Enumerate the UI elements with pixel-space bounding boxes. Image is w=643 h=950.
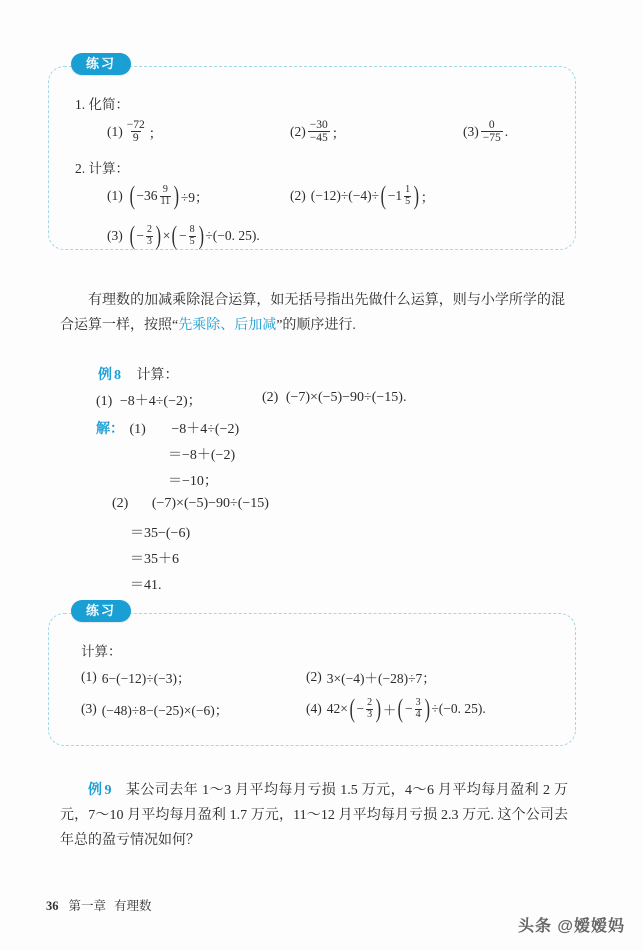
fraction [146,225,153,247]
fraction-numerator: 9 [162,184,168,195]
question-text: (−7)×(−5)−90÷(−15). [285,390,407,405]
fraction [404,185,411,207]
question-tail: ； [420,190,435,205]
paren-group [128,181,181,211]
question-tail: ； [148,126,163,141]
paren-group [170,221,205,251]
fraction-numerator: 8 [189,224,195,235]
fraction-numerator: −30 [309,118,328,131]
example-9-text: 某公司去年 1～3 月平均每月亏损 1.5 万元，4～6 月平均每月盈利 2 万元，7～10 月平均每月盈利 1.7 万元，11～12 月平均每月亏损 2.3 万元. 这个公司去年总的盈亏情况如何？ [60,783,569,848]
paren-close: ) [375,694,382,724]
practice-badge-2: 练习 [71,600,131,622]
paren-group [348,694,383,724]
fraction [308,119,330,145]
question-tail: ÷9； [180,190,209,205]
practice-2-row-a [75,662,557,692]
minus-sign: − [405,701,413,716]
paren-group [396,694,431,724]
question-number: (4) [306,701,322,716]
practice-1-content [49,67,575,269]
question-p2-4 [306,692,486,726]
fraction-denominator: 9 [132,132,139,144]
mixed-whole: −36 [136,188,158,203]
times-sign: × [162,228,171,243]
example-8-solution-step-4 [112,496,269,512]
paren-close: ) [198,221,204,251]
example-9-number: 9 [104,783,112,798]
fraction-numerator: −72 [126,118,145,131]
paren-group [128,221,163,251]
fraction-denominator: −45 [309,132,328,144]
fraction-numerator: 2 [367,697,373,708]
paren-close: ) [424,694,430,724]
practice-1-item1-label: 1. 化简： [75,97,129,112]
question-number: (2) [262,390,279,405]
practice-2-prompt: 计算： [81,644,122,659]
question-tail: ； [331,126,346,141]
question-number: (2) [290,188,306,203]
practice-1-item2-row-a [75,179,557,219]
question-2-2 [290,179,434,213]
example-8-solution-step-3 [168,470,218,490]
paren-open: ( [129,221,135,251]
question-tail: ÷(−0. 25). [431,701,486,716]
example-8-prompt: 计算： [136,368,179,383]
question-1-2 [290,115,345,149]
practice-box-2 [48,603,576,746]
practice-1-item2-row-b [75,219,557,259]
paren-close: ) [173,181,180,211]
fraction-numerator: 3 [415,697,421,708]
question-tail: . [504,124,509,139]
fraction-denominator: 3 [367,708,373,720]
question-text: −8＋4÷(−2)； [119,394,202,409]
question-p2-3 [81,692,228,726]
body-paragraph [60,288,565,338]
example-8-solution-step-6 [130,548,179,568]
paren-open: ( [380,181,387,211]
page-number: 36 [46,899,59,913]
question-number: (3) [81,701,97,716]
paren-open: ( [349,694,355,724]
practice-2-row-b [75,692,557,732]
example-8-solution-label [96,418,239,438]
practice-1-item1-row [75,115,557,155]
question-tail: ÷(−0. 25). [205,228,260,243]
practice-box-1 [48,56,576,251]
question-number: (3) [463,124,479,139]
paren-group [379,181,421,211]
solution-step-text: ＝−8＋(−2) [168,448,236,463]
fraction [189,225,196,247]
fraction-denominator: 11 [160,195,171,207]
fraction-denominator: 5 [189,235,195,247]
minus-sign: − [179,228,187,243]
fraction-denominator: −75 [482,132,501,144]
question-text: 3×(−4)＋(−28)÷7； [326,671,436,686]
paragraph-part-1: 有理数的加减乘除混合运算，如无括号指出先做什么运算，则与小学所学的混合运算一样，按照“ [60,293,565,333]
mixed-whole: −1 [387,188,403,203]
minus-sign: − [136,228,145,243]
practice-badge-1: 练习 [71,53,131,75]
solution-step-text: ＝35＋6 [130,552,179,567]
fraction-numerator: 1 [405,184,411,195]
page-footer [46,896,152,914]
expression-lead: 42× [326,701,348,716]
question-number: (2) [290,124,306,139]
solution-step-text: −8＋4÷(−2) [171,422,240,437]
fraction-numerator: 2 [147,224,153,235]
solution-step-text: ＝35−(−6) [130,526,191,541]
fraction-denominator: 4 [415,708,421,720]
question-number: (1) [107,188,123,203]
paren-open: ( [129,181,135,211]
solution-step-text: (−7)×(−5)−90÷(−15) [151,496,269,511]
chapter-title: 有理数 [114,899,152,913]
solution-step-number: (2) [112,496,129,511]
question-p2-1 [81,662,190,692]
example-8-header [98,364,179,384]
example-8-solution-step-5 [130,522,190,542]
question-1-3 [463,115,508,149]
fraction [160,185,172,207]
example-8-question-1 [96,390,202,410]
chapter-number: 第一章 [68,899,107,913]
expression-lead: (−12)÷(−4)÷ [310,188,380,203]
solution-label: 解： [96,422,124,437]
question-2-1 [107,179,209,213]
example-8-solution-step-7 [130,574,162,594]
solution-step-number: (1) [129,422,146,437]
example-8-label: 例 [98,368,112,383]
fraction [125,119,147,145]
fraction [415,698,422,720]
question-number: (1) [107,124,123,139]
question-number: (1) [96,394,113,409]
solution-step-text: ＝41. [130,578,162,593]
paren-open: ( [397,694,404,724]
example-8-number: 8 [114,368,121,383]
question-number: (1) [81,669,97,684]
minus-sign: − [356,701,365,716]
example-9-label: 例 [88,783,103,798]
paragraph-part-2: ”的顺序进行. [276,318,356,333]
fraction-denominator: 3 [147,235,153,247]
watermark: 头条 @嫒嫒妈 [517,918,625,935]
example-8-solution-step-2 [168,444,235,464]
paragraph-highlight: 先乘除、后加减 [178,318,277,333]
paren-close: ) [413,181,420,211]
example-9-block [60,778,568,853]
practice-2-content [49,614,575,742]
fraction-numerator: 0 [488,118,495,131]
fraction [366,698,373,720]
solution-step-text: ＝−10； [168,474,218,489]
fraction-denominator: 5 [405,195,411,207]
question-2-3 [107,219,260,253]
question-text: (−48)÷8−(−25)×(−6)； [101,703,229,718]
practice-1-item2-label: 2. 计算： [75,161,129,176]
paren-close: ) [155,221,162,251]
paren-open: ( [171,221,178,251]
fraction [481,119,503,145]
question-text: 6−(−12)÷(−3)； [101,671,191,686]
question-number: (2) [306,669,322,684]
question-number: (3) [107,228,123,243]
question-1-1 [107,115,162,149]
question-p2-2 [306,662,436,692]
example-8-question-2 [262,390,406,406]
plus-sign: ＋ [382,703,397,718]
